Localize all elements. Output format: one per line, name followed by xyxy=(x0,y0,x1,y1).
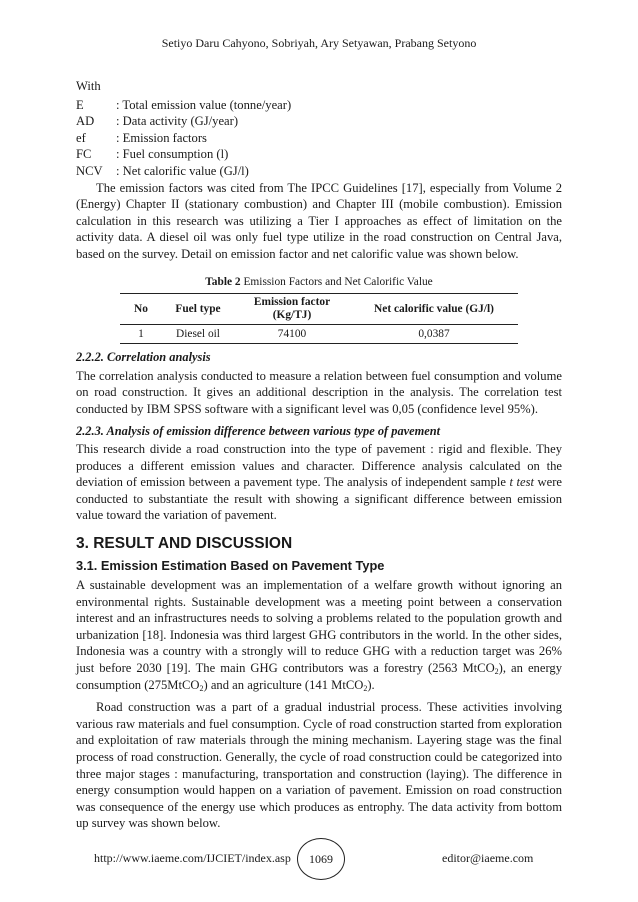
definition-text: : Net calorific value (GJ/l) xyxy=(116,163,249,178)
text-run: ) and an agriculture (141 MtCO xyxy=(203,677,364,692)
section-3-1-paragraph-1 xyxy=(76,577,562,693)
table-header-cell: Fuel type xyxy=(162,294,234,325)
subscript: 2 xyxy=(199,683,204,693)
table-cell: 0,0387 xyxy=(350,325,518,344)
table-header-cell: Net calorific value (GJ/l) xyxy=(350,294,518,325)
definition-text: : Fuel consumption (l) xyxy=(116,147,229,162)
section-2-2-3-heading: 2.2.3. Analysis of emission difference between various type of pavement xyxy=(76,423,441,438)
paragraph-emission-factors: The emission factors was cited from The IPCC Guidelines [17], especially from Volume 2 (Energy) Chapter II (stationary combustion) and Chapter III (mobile combustion). Emission calculation in this research was utilizing a Tier I approaches as effect of limitation on the activity data. A diesel oil was only fuel type utilize in the road construction on Central Java, based on the survey. Detail on emission factor and net calorific value was shown below. xyxy=(76,180,562,261)
table-header-cell: No xyxy=(120,294,162,325)
page-number-badge: 1069 xyxy=(297,838,345,880)
text-run: A sustainable development was an implementation of a welfare growth without ignoring an environmental rights. Sustainable development was a meeting point between a conservation interest and an infrastructures needs to solving a problems related to the population growth and urbanization [18]. Indonesia was third largest GHG contributors in the world. In the other sides, Indonesia was a country with a strongly will to reduce GHG with a reduction target was 26% just before 2030 [19]. The main GHG contributors was a forestry (2563 MtCO xyxy=(76,578,562,676)
table-row xyxy=(120,325,518,344)
emission-factor-table xyxy=(120,293,518,344)
definition-symbol: FC xyxy=(76,147,92,162)
definition-text: : Data activity (GJ/year) xyxy=(116,114,239,129)
running-head: Setiyo Daru Cahyono, Sobriyah, Ary Setyawan, Prabang Setyono xyxy=(161,36,477,50)
section-3-heading: 3. RESULT AND DISCUSSION xyxy=(76,535,293,553)
definition-item xyxy=(76,113,562,130)
table-cell: 1 xyxy=(120,325,162,344)
definition-symbol: AD xyxy=(76,114,95,129)
section-3-1-paragraph-2: Road construction was a part of a gradual industrial process. These activities involving various raw materials and fuel consumption. Cycle of road construction started from exploration and exploitation of raw materials through the mining mechanism. Layering stage was the final process of road construction. Generally, the cycle of road construction could be categorized into three major stages : manufacturing, transportation and construction (laying). The difference in energy consumption would happen on a variation of pavement. Emission on road construction was consequence of the energy use which produces as entrophy. The data activity from bottom up survey was shown below. xyxy=(76,700,562,831)
table-caption xyxy=(76,274,562,291)
definition-item xyxy=(76,163,562,180)
table-caption-text: Emission Factors and Net Calorific Value xyxy=(240,275,433,288)
table-cell: Diesel oil xyxy=(162,325,234,344)
definition-item xyxy=(76,146,562,163)
definition-text: : Total emission value (tonne/year) xyxy=(116,97,292,112)
text-run: ). xyxy=(367,677,375,692)
table-cell: 74100 xyxy=(234,325,350,344)
text-run: were conducted to substantiate the result with showing a significant difference between emission value toward the variation of pavement. xyxy=(76,475,562,523)
definition-symbol: ef xyxy=(76,130,86,145)
definition-list xyxy=(76,97,562,180)
definition-symbol: E xyxy=(76,97,84,112)
definition-item xyxy=(76,130,562,147)
section-2-2-2-heading: 2.2.2. Correlation analysis xyxy=(76,350,211,365)
text-run: ), an energy consumption (275MtCO xyxy=(76,661,563,692)
table-header-row xyxy=(120,294,518,325)
definition-symbol: NCV xyxy=(76,163,103,178)
body-content xyxy=(76,78,562,832)
with-label: With xyxy=(76,79,101,93)
section-3-1-heading: 3.1. Emission Estimation Based on Pavement Type xyxy=(76,558,385,574)
table-caption-label: Table 2 xyxy=(205,275,241,288)
subscript: 2 xyxy=(363,683,368,693)
section-2-2-2-paragraph: The correlation analysis conducted to measure a relation between fuel consumption and volume on road construction. It gives an additional description in the analysis. The correlation test conducted by IBM SPSS software with a significant level was 0,05 (confidence level 95%). xyxy=(76,368,562,416)
table-header-cell: Emission factor (Kg/TJ) xyxy=(234,294,350,325)
definition-item xyxy=(76,97,562,114)
subscript: 2 xyxy=(494,667,499,677)
definition-text: : Emission factors xyxy=(116,130,207,145)
text-run: This research divide a road construction into the type of pavement : rigid and flexible. They produces a different emission values and character. Difference analysis calculated on the deviation of emission between a pavement type. The analysis of independent sample xyxy=(76,442,562,490)
section-2-2-3-paragraph xyxy=(76,441,562,524)
page-footer xyxy=(0,838,638,878)
text-run-italic: t test xyxy=(509,475,534,490)
footer-url-link[interactable]: http://www.iaeme.com/IJCIET/index.asp xyxy=(94,851,291,865)
footer-email-link[interactable]: editor@iaeme.com xyxy=(442,851,534,865)
